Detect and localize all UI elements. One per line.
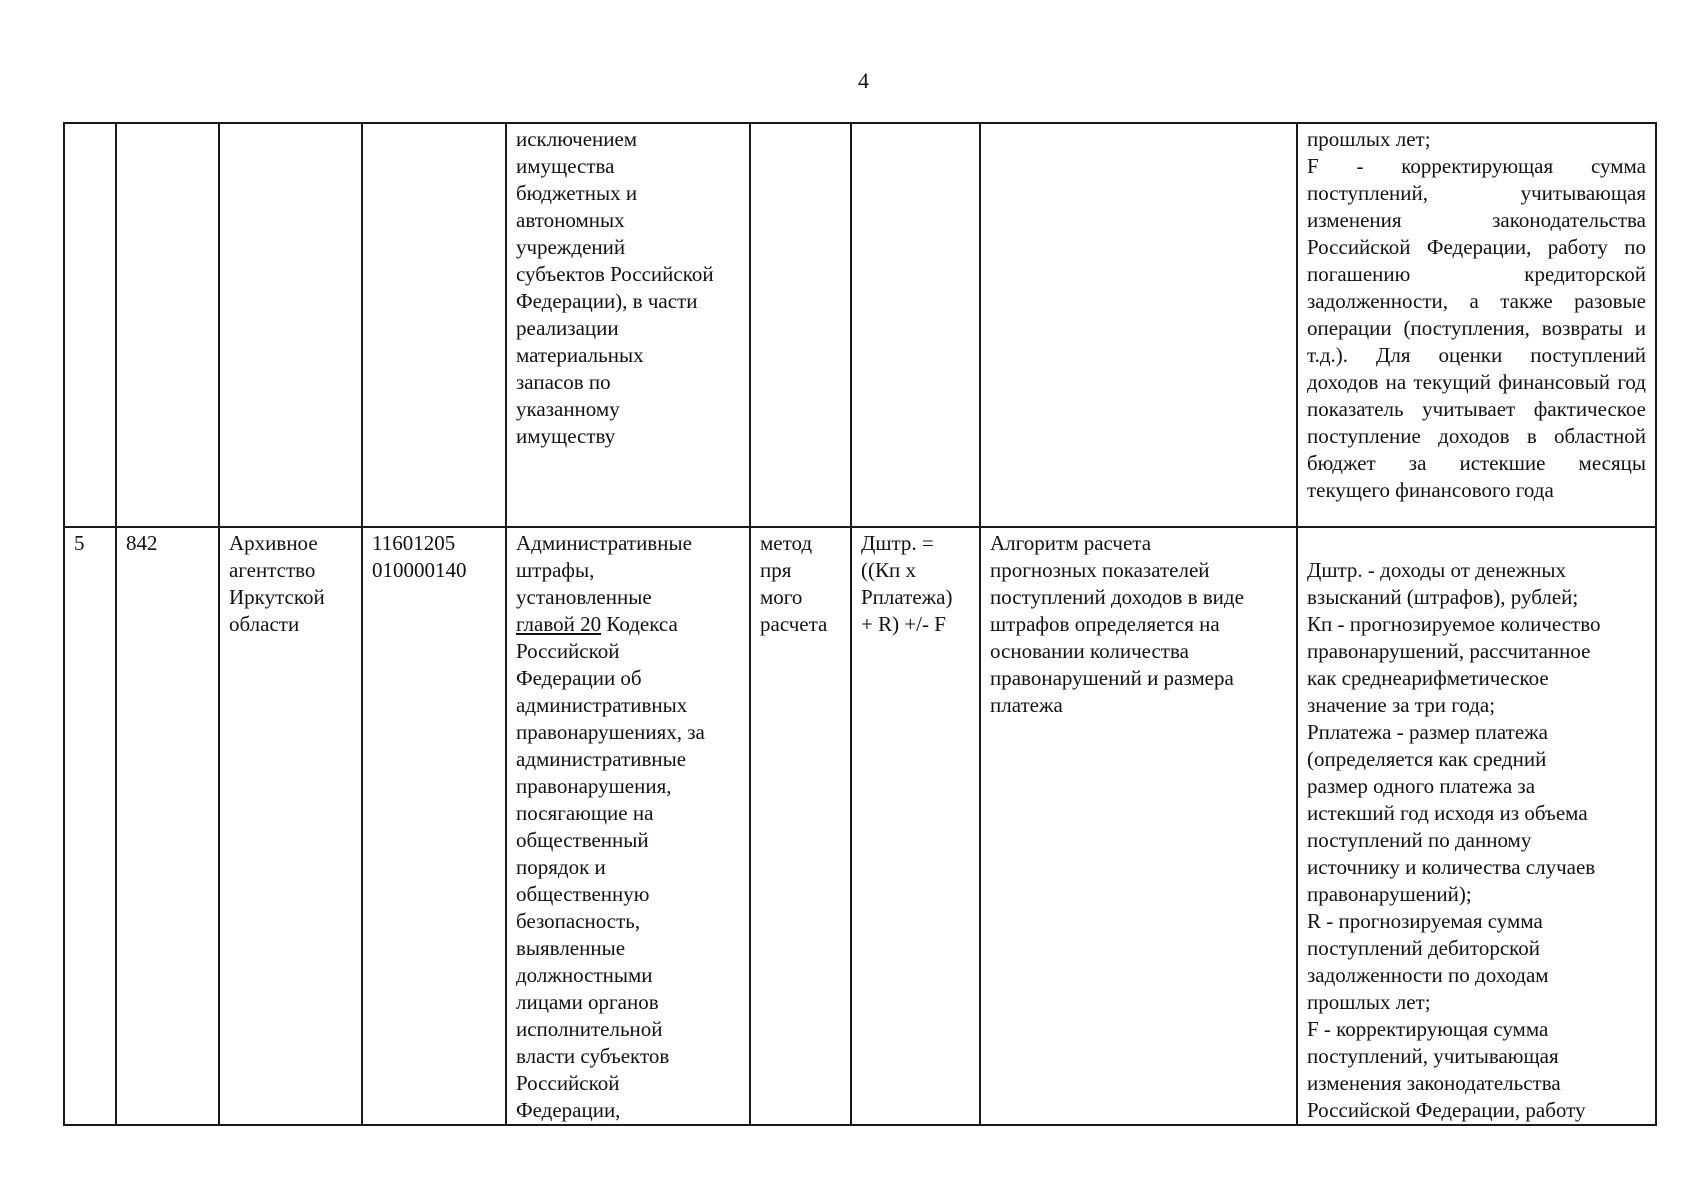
cell-method — [750, 527, 851, 1125]
method-text: метод пря мого расчета — [760, 531, 828, 636]
kbk-code: 11601205 010000140 — [372, 531, 467, 582]
cell-income-name — [506, 123, 750, 527]
page-number: 4 — [858, 68, 869, 93]
notes-text: прошлых лет; F - корректирующая сумма поступлений, учитывающая изменения законодательства Российской Федерации, работу по погашению кредиторской задолженности, а также разовые операции (поступления, возвраты и т.д.). Для оценки поступлений доходов на текущий финансовый год показатель учитывает фактическое поступление доходов в областной бюджет за истекшие месяцы текущего финансового года — [1307, 127, 1646, 502]
income-name-text: исключением имущества бюджетных и автономных учреждений субъектов Российской Федерации), в части реализации материальных запасов по указанному имуществу — [516, 127, 714, 448]
cell-agency — [219, 123, 362, 527]
cell-algorithm — [980, 527, 1297, 1125]
cell-formula — [851, 123, 980, 527]
cell-algorithm — [980, 123, 1297, 527]
cell-formula — [851, 527, 980, 1125]
table-row-continued — [64, 123, 1656, 527]
cell-code — [116, 123, 219, 527]
cell-method — [750, 123, 851, 527]
cell-agency — [219, 527, 362, 1125]
revenue-methodology-table — [63, 122, 1657, 1126]
cell-notes — [1297, 123, 1656, 527]
table-row-5 — [64, 527, 1656, 1125]
cell-income-name — [506, 527, 750, 1125]
income-name-text: Административные штрафы, установленные главой 20 Кодекса Российской Федерации об административных правонарушениях, за административные правонарушения, посягающие на общественный порядок и общественную безопасность, выявленные должностными лицами органов исполнительной власти субъектов Российской Федерации, — [516, 531, 705, 1122]
cell-num — [64, 123, 116, 527]
cell-num: 5 — [64, 527, 116, 1125]
algorithm-text: Алгоритм расчета прогнозных показателей поступлений доходов в виде штрафов определяется на основании количества правонарушений и размера платежа — [990, 531, 1244, 717]
chapter-20-link[interactable]: главой 20 — [516, 612, 602, 636]
cell-kbk — [362, 527, 506, 1125]
cell-notes — [1297, 527, 1656, 1125]
formula-text: Дштр. = ((Кп х Рплатежа) + R) +/- F — [861, 531, 953, 636]
notes-text: Дштр. - доходы от денежных взысканий (штрафов), рублей; Кп - прогнозируемое количество правонарушений, рассчитанное как среднеарифметическое значение за три года; Рплатежа - размер платежа (определяется как средний размер одного платежа за истекший год исходя из объема поступлений по данному источнику и количества случаев правонарушений); R - прогнозируемая сумма поступлений дебиторской задолженности по доходам прошлых лет; F - корректирующая сумма поступлений, учитывающая изменения законодательства Российской Федерации, работу — [1307, 558, 1601, 1122]
cell-kbk — [362, 123, 506, 527]
cell-code: 842 — [116, 527, 219, 1125]
agency-name: Архивное агентство Иркутской области — [229, 531, 325, 636]
